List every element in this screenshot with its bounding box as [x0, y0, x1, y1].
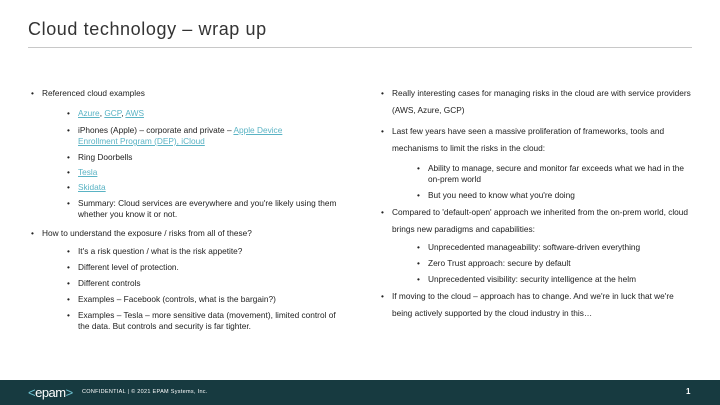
bullet-text: Zero Trust approach: secure by default [428, 258, 571, 268]
bullet-frameworks: • Last few years have seen a massive proliferation of frameworks, tools and mechanisms to limit the risks in the cloud: [381, 126, 665, 153]
sub-bullet: • Unprecedented manageability: software-driven everything [417, 242, 641, 252]
bullet-text: If moving to the cloud – approach has to change. And we're in luck that we're being actively supported by the cloud industry in this… [392, 291, 674, 318]
bullet-text: Compared to 'default-open' approach we inherited from the on-prem world, cloud brings new paradigms and capabilities: [392, 207, 689, 234]
bullet-text: Unprecedented visibility: security intelligence at the helm [428, 274, 636, 284]
sub-bullet-summary: • Summary: Cloud services are everywhere and you're likely using them whether you know it or not. [67, 198, 337, 219]
link-apple-dep[interactable]: Apple Device Enrollment Program (DEP), iCloud [78, 125, 283, 146]
sub-bullet-providers: • Azure, GCP, AWS [67, 108, 144, 118]
bullet-text: Examples – Facebook (controls, what is the bargain?) [78, 294, 276, 304]
bullet-text: But you need to know what you're doing [428, 190, 575, 200]
bullet-default-open: • Compared to 'default-open' approach we inherited from the on-prem world, cloud brings new paradigms and capabilities: [381, 207, 689, 234]
bullet-referenced: • Referenced cloud examples [31, 88, 145, 98]
sub-bullet: • Different controls [67, 278, 141, 288]
bullet-text: iPhones (Apple) – corporate and private – [78, 125, 234, 135]
bullet-text: Last few years have seen a massive proliferation of frameworks, tools and mechanisms to limit the risks in the cloud: [392, 126, 665, 153]
sub-bullet: • Different level of protection. [67, 262, 179, 272]
title-divider [28, 47, 692, 48]
bullet-text: Unprecedented manageability: software-driven everything [428, 242, 641, 252]
page-number: 1 [686, 387, 691, 396]
bullet-service-providers: • Really interesting cases for managing risks in the cloud are with service providers (AWS, Azure, GCP) [381, 88, 691, 115]
bullet-text: How to understand the exposure / risks from all of these? [42, 228, 252, 238]
bullet-text: Different controls [78, 278, 141, 288]
bullet-text: Different level of protection. [78, 262, 179, 272]
sub-bullet: • It's a risk question / what is the risk appetite? [67, 246, 243, 256]
link-azure[interactable]: Azure [78, 108, 100, 118]
link-tesla[interactable]: Tesla [78, 167, 98, 177]
sub-bullet: • Examples – Tesla – more sensitive data (movement), limited control of the data. But controls and security is far tighter. [67, 310, 336, 331]
link-gcp[interactable]: GCP [104, 108, 122, 118]
epam-logo: <epam> [28, 385, 73, 400]
sub-bullet: • Zero Trust approach: secure by default [417, 258, 571, 268]
sub-bullet: • Ability to manage, secure and monitor far exceeds what we had in the on-prem world [417, 163, 684, 184]
bullet-text: Ability to manage, secure and monitor far exceeds what we had in the on-prem world [428, 163, 684, 184]
bullet-text: Really interesting cases for managing risks in the cloud are with service providers (AWS, Azure, GCP) [392, 88, 691, 115]
sub-bullet-tesla: • Tesla [67, 167, 98, 177]
sub-bullet-skidata: • Skidata [67, 182, 106, 192]
footer-bar [0, 380, 720, 405]
sub-bullet-iphones: • iPhones (Apple) – corporate and private – Apple Device Enrollment Program (DEP), iCloud [67, 125, 283, 146]
confidential-notice: CONFIDENTIAL | © 2021 EPAM Systems, Inc. [82, 389, 208, 395]
bullet-approach-change: • If moving to the cloud – approach has to change. And we're in luck that we're being actively supported by the cloud industry in this… [381, 291, 674, 318]
bullet-text: Examples – Tesla – more sensitive data (movement), limited control of the data. But controls and security is far tighter. [78, 310, 336, 331]
bullet-text: Summary: Cloud services are everywhere and you're likely using them whether you know it or not. [78, 198, 337, 219]
sub-bullet: • Examples – Facebook (controls, what is the bargain?) [67, 294, 276, 304]
sub-bullet-ring: • Ring Doorbells [67, 152, 133, 162]
bullet-text: Ring Doorbells [78, 152, 133, 162]
bullet-text: It's a risk question / what is the risk appetite? [78, 246, 243, 256]
link-aws[interactable]: AWS [125, 108, 144, 118]
bullet-exposure: • How to understand the exposure / risks from all of these? [31, 228, 252, 238]
link-skidata[interactable]: Skidata [78, 182, 106, 192]
sub-bullet: • But you need to know what you're doing [417, 190, 575, 200]
slide-title: Cloud technology – wrap up [28, 19, 267, 39]
bullet-text: Referenced cloud examples [42, 88, 145, 98]
sub-bullet: • Unprecedented visibility: security intelligence at the helm [417, 274, 636, 284]
